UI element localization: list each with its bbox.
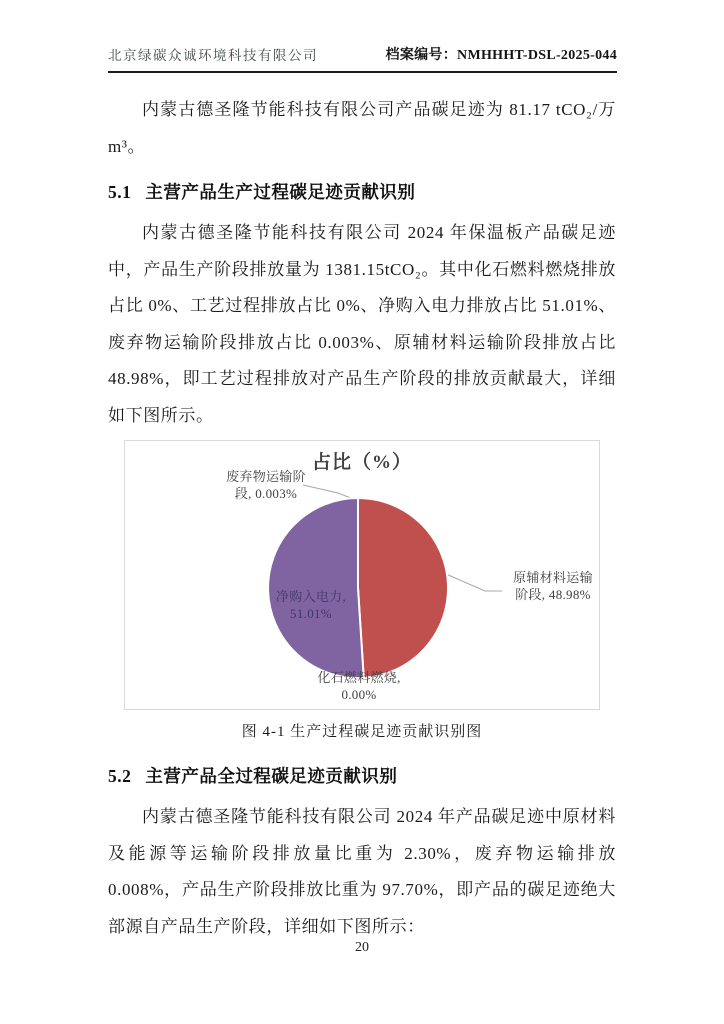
chart-frame <box>124 440 600 710</box>
pie-label-purchased-electricity: 净购入电力, 51.01% <box>275 589 347 621</box>
paragraph-5-1: 内蒙古德圣隆节能科技有限公司 2024 年保温板产品碳足迹中，产品生产阶段排放量为 1381.15tCO₂。其中化石燃料燃烧排放占比 0%、工艺过程排放占比 0%、净购入电力排放占比 51.01%、废弃物运输阶段排放占比 0.003%、原辅材料运输阶段排放占比 48.98%，即工艺过程排放对产品生产阶段的排放贡献最大，详细如下图所示。 <box>108 223 616 425</box>
paragraph-5-2: 内蒙古德圣隆节能科技有限公司 2024 年产品碳足迹中原材料及能源等运输阶段排放量比重为 2.30%，废弃物运输排放 0.008%，产品生产阶段排放比重为 97.70%，即产品的碳足迹绝大部源自产品生产阶段，详细如下图所示： <box>108 807 616 936</box>
archive-code: NMHHHT-DSL-2025-044 <box>457 48 617 63</box>
page-content <box>108 84 616 945</box>
section-title: 主营产品全过程碳足迹贡献识别 <box>145 766 398 786</box>
figure-4-1 <box>108 440 616 741</box>
chart-title: 占比（%） <box>311 452 412 473</box>
intro-paragraph: 内蒙古德圣隆节能科技有限公司产品碳足迹为 81.17 tCO₂/万 m³。 <box>108 100 616 156</box>
pie-slice-原辅材料运输阶段 <box>358 498 448 678</box>
pie-label-waste-transport: 废弃物运输阶 段, 0.003% <box>226 469 306 501</box>
header-archive-number <box>386 44 617 64</box>
pie-label-fossil-fuel: 化石燃料燃烧, 0.00% <box>317 670 401 702</box>
leader-line-raw-materials <box>446 574 502 591</box>
archive-label: 档案编号： <box>385 48 458 63</box>
section-number: 5.2 <box>108 766 132 786</box>
section-title: 主营产品生产过程碳足迹贡献识别 <box>145 182 416 202</box>
section-heading-5-2 <box>108 763 616 789</box>
figure-caption: 图 4-1 生产过程碳足迹贡献识别图 <box>241 724 483 740</box>
pie-label-raw-materials-transport: 原辅材料运输 阶段, 48.98% <box>513 570 593 602</box>
section-number: 5.1 <box>108 182 132 202</box>
section-heading-5-1 <box>108 179 616 205</box>
header-company-name: 北京绿碳众诚环境科技有限公司 <box>108 48 318 63</box>
page-header <box>108 44 617 73</box>
page-number: 20 <box>355 940 369 955</box>
